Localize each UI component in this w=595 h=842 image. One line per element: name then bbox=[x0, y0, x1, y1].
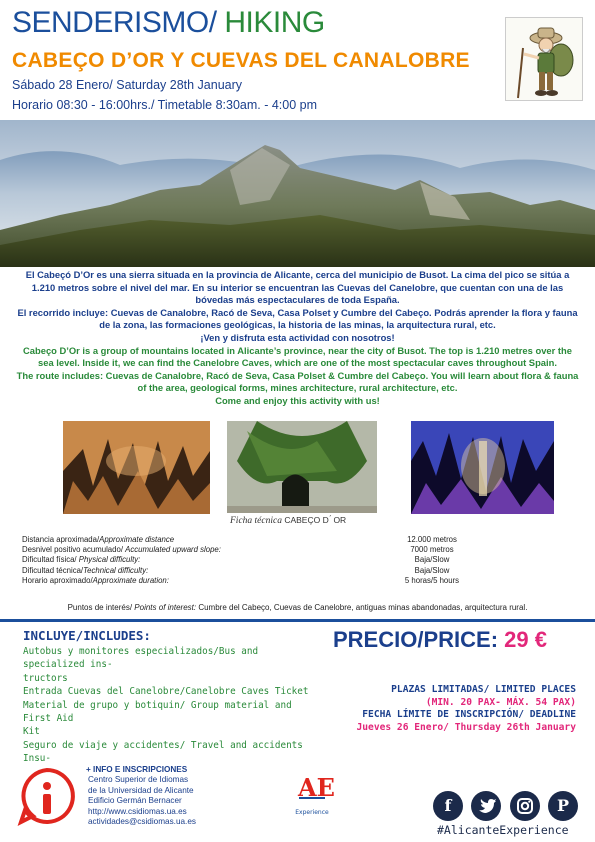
spec-row bbox=[22, 566, 562, 576]
price-label: PRECIO/PRICE: bbox=[333, 627, 505, 652]
ficha-place: CABEÇO D ́ OR bbox=[281, 515, 347, 525]
info-header: + INFO E INSCRIPCIONES bbox=[86, 765, 188, 774]
description bbox=[16, 269, 579, 408]
event-time: Horario 08:30 - 16:00hrs./ Timetable 8:30am. - 4:00 pm bbox=[12, 98, 318, 112]
title-english: HIKING bbox=[216, 6, 325, 39]
title-spanish: SENDERISMO/ bbox=[12, 6, 217, 39]
includes-title: INCLUYE/INCLUDES: bbox=[23, 628, 151, 643]
specs-table bbox=[22, 535, 562, 586]
info-line: de la Universidad de Alicante bbox=[88, 785, 194, 795]
deadline-label: FECHA LÍMITE DE INSCRIPCIÓN/ DEADLINE bbox=[362, 709, 576, 720]
spec-value: Baja/Slow bbox=[414, 555, 450, 565]
includes-list bbox=[23, 645, 315, 766]
description-paragraph: ¡Ven y disfruta esta actividad con nosotros! bbox=[200, 331, 395, 343]
description-paragraph: El Cabeçó D’Or es una sierra situada en la provincia de Alicante, cerca del municipio de Busot. La cima del pico se sitúa a 1.210 metros sobre el nivel del mar. En su interior se encuentran las Cuevas del Canelobre, que cuentan con una de las bóvedas más espectaculares de toda España. bbox=[25, 269, 570, 306]
includes-item: Kit bbox=[23, 726, 40, 738]
info-line: Edificio Germán Bernacer bbox=[88, 796, 182, 806]
illuminated-cave-photo bbox=[411, 421, 554, 514]
spec-value: Baja/Slow bbox=[414, 565, 450, 575]
points-of-interest: Puntos de interés/ Points of interest: Cumbre del Cabeço, Cuevas de Canelobre, antiguas minas abandonadas, arquitectura rural. bbox=[67, 603, 528, 612]
instagram-icon[interactable] bbox=[510, 791, 540, 821]
spec-row bbox=[22, 576, 562, 586]
cave-entrance-photo bbox=[227, 421, 377, 513]
social-links bbox=[433, 791, 579, 821]
logo-letters: AE bbox=[298, 773, 335, 802]
spec-label: Dificultad técnica/Technical difficulty: bbox=[22, 565, 149, 575]
includes-item: Material de grupo y botiquin/ Group material and First Aid bbox=[23, 699, 292, 725]
price-amount: 29 € bbox=[504, 627, 547, 652]
info-icon bbox=[17, 766, 77, 826]
spec-label: Desnivel positivo acumulado/ Accumulated upward slope: bbox=[22, 545, 221, 555]
ficha-label: Ficha técnica bbox=[230, 516, 282, 526]
alicante-experience-logo bbox=[295, 768, 335, 830]
logo-caption: Experience bbox=[295, 809, 329, 816]
event-date: Sábado 28 Enero/ Saturday 28th January bbox=[12, 78, 243, 92]
spec-value: 12.000 metros bbox=[407, 535, 457, 544]
cave-photo bbox=[63, 421, 210, 514]
subtitle: CABEÇO D’OR Y CUEVAS DEL CANALOBRE bbox=[12, 49, 470, 72]
info-line: Centro Superior de Idiomas bbox=[88, 775, 189, 785]
limited-places: PLAZAS LIMITADAS/ LIMITED PLACES bbox=[391, 684, 576, 695]
contact-info bbox=[86, 765, 196, 827]
spec-value: 5 horas/5 hours bbox=[404, 575, 460, 585]
spec-row bbox=[22, 535, 562, 545]
section-divider bbox=[0, 619, 595, 622]
deadline-date: Jueves 26 Enero/ Thursday 26th January bbox=[356, 721, 576, 733]
email-link[interactable]: actividades@csidiomas.ua.es bbox=[88, 817, 196, 827]
includes-item: Seguro de viaje y accidentes/ Travel and accidents Insu- bbox=[23, 739, 303, 765]
page-title bbox=[12, 6, 325, 40]
booking-info bbox=[357, 684, 577, 734]
facebook-icon[interactable]: f bbox=[433, 791, 463, 821]
includes-item: Entrada Cuevas del Canelobre/Canelobre Caves Ticket bbox=[23, 686, 309, 698]
twitter-icon[interactable] bbox=[471, 791, 501, 821]
pinterest-icon[interactable]: P bbox=[548, 791, 578, 821]
description-paragraph: Come and enjoy this activity with us! bbox=[215, 394, 380, 406]
hashtag: #AlicanteExperience bbox=[437, 823, 569, 837]
description-paragraph: The route includes: Cuevas de Canalobre, Racó de Seva, Casa Polset & Cumbre del Cabeço. You will learn about flora & fauna of the area, geological forms, mines architecture, rural architecture, etc. bbox=[16, 369, 579, 394]
places-range: (MIN. 20 PAX- MÁX. 54 PAX) bbox=[425, 696, 576, 708]
spec-label: Horario aproximado/Approximate duration: bbox=[22, 575, 169, 585]
price bbox=[333, 627, 547, 653]
website-link[interactable]: http://www.csidiomas.ua.es bbox=[88, 806, 187, 816]
spec-row bbox=[22, 545, 562, 555]
includes-item: Autobus y monitores especializados/Bus and specialized ins- bbox=[23, 646, 259, 671]
technical-sheet-caption bbox=[230, 515, 346, 526]
spec-value: 7000 metros bbox=[410, 545, 454, 555]
hiker-illustration bbox=[505, 17, 583, 101]
spec-label: Distancia aproximada/Approximate distance bbox=[22, 535, 175, 544]
spec-row bbox=[22, 555, 562, 565]
spec-label: Dificultad física/ Physical difficulty: bbox=[22, 555, 141, 565]
description-paragraph: El recorrido incluye: Cuevas de Canalobre, Racó de Seva, Casa Polset y Cumbre del Cabeço. Podrás aprender la flora y fauna de la zona, las formaciones geológicas, la historia de las minas, la arquitectura rural, etc. bbox=[17, 306, 578, 331]
mountain-photo bbox=[0, 120, 595, 267]
includes-item: tructors bbox=[23, 672, 68, 684]
description-paragraph: Cabeço D’Or is a group of mountains located in Alicante’s province, near the city of Busot. The top is 1.210 metres over the sea level. Inside it, we can find the Canelobre Caves, which are one of the most spectacular caves throughout Spain. bbox=[23, 344, 572, 369]
